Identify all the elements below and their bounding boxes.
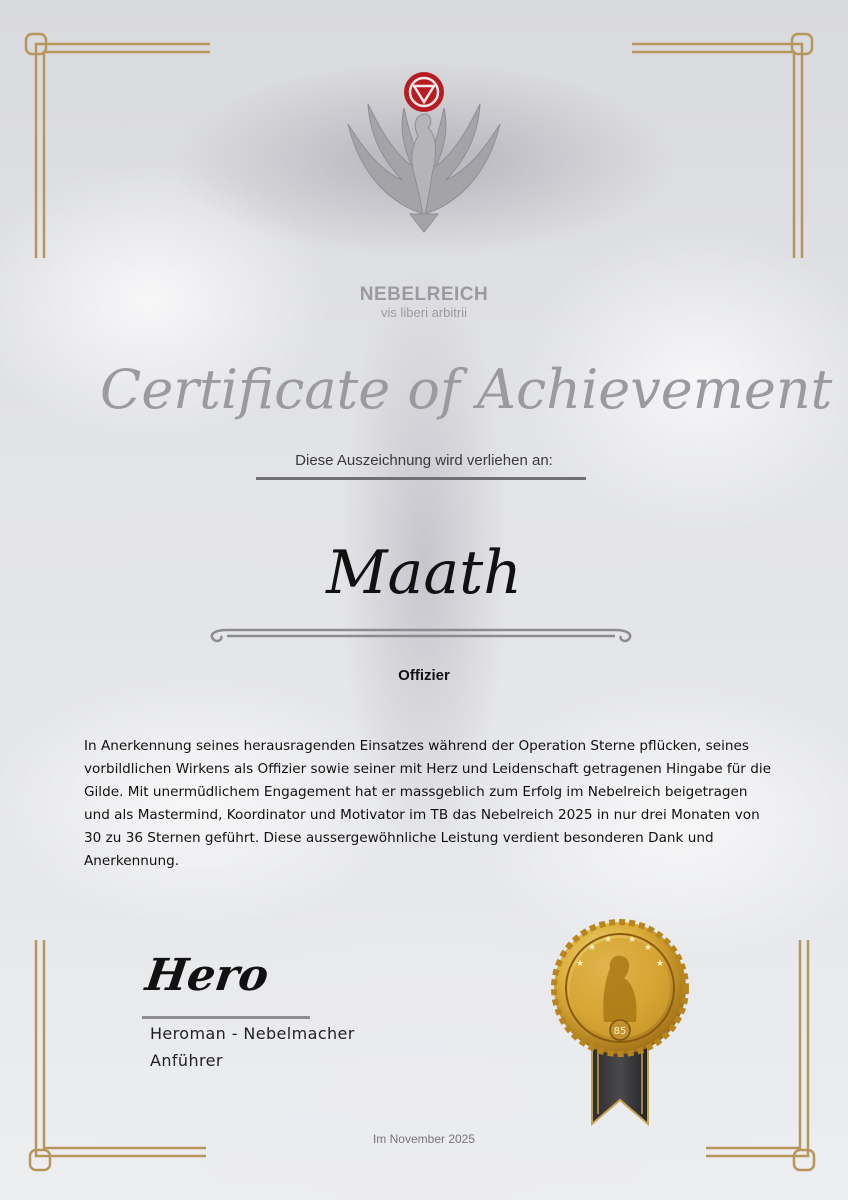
signatory-name: Heroman - Nebelmacher — [150, 1024, 355, 1043]
corner-ornament-top-left — [18, 30, 218, 265]
svg-text:★: ★ — [576, 959, 585, 969]
seal-number: 85 — [613, 1026, 627, 1037]
recipient-rank: Offizier — [398, 667, 450, 684]
signature-line — [142, 1016, 310, 1019]
svg-text:★: ★ — [588, 943, 597, 953]
recipient-name: Maath — [326, 538, 522, 608]
svg-text:★: ★ — [644, 943, 653, 953]
signature-script: Hero — [142, 950, 272, 1001]
certificate-subtitle: Diese Auszeichnung wird verliehen an: — [295, 452, 553, 469]
subtitle-underline — [256, 477, 586, 480]
issue-date: Im November 2025 — [372, 1132, 476, 1146]
organization-name: NEBELREICH — [359, 284, 489, 305]
organization-motto: vis liberi arbitrii — [381, 305, 467, 320]
svg-text:★: ★ — [628, 935, 637, 945]
recipient-scroll-divider — [205, 622, 637, 644]
corner-ornament-top-right — [630, 30, 830, 265]
svg-text:★: ★ — [656, 959, 665, 969]
phoenix-emblem-icon — [340, 64, 508, 234]
certificate-body-text: In Anerkennung seines herausragenden Einsatzes während der Operation Sterne pflücken, seines vorbildlichen Wirkens als Offizier sowie seiner mit Herz und Leidenschaft getragenen Hingabe für die Gilde. Mit unermüdlichem Engagement hat er massgeblich zum Erfolg im Nebelreich beigetragen und als Mastermind, Koordinator und Motivator im TB das Nebelreich 2025 in nur drei Monaten von 30 zu 36 Sternen geführt. Diese aussergewöhnliche Leistung verdient besonderen Dank und Anerkennung. — [84, 738, 771, 869]
svg-text:★: ★ — [604, 935, 613, 945]
certificate-title: Certificate of Achievement — [100, 358, 833, 421]
gold-medal-seal-icon — [548, 918, 692, 1128]
signatory-role: Anführer — [150, 1051, 223, 1070]
